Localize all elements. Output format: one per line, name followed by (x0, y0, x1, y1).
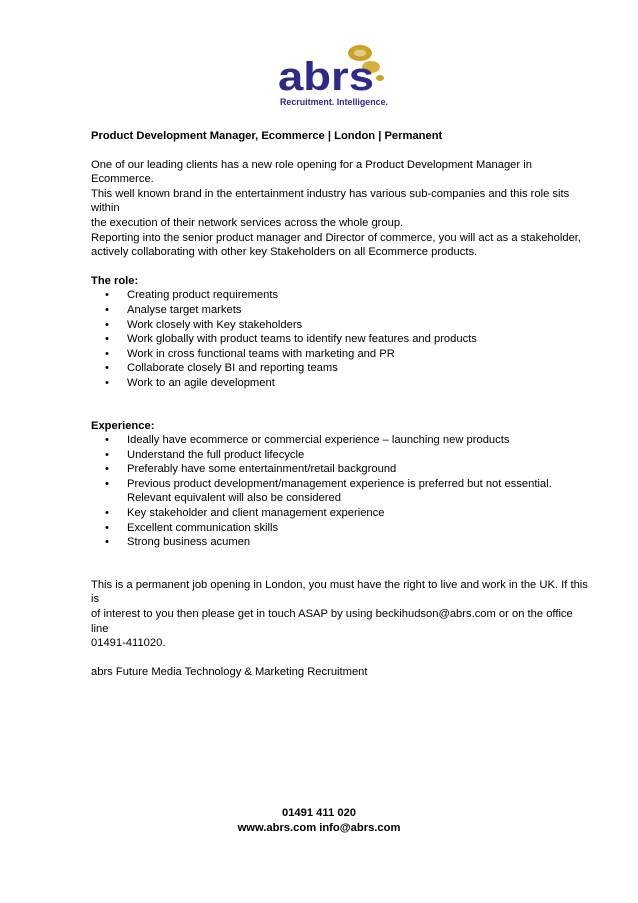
list-item: • Analyse target markets (105, 303, 242, 316)
list-item: • Previous product development/management experience is preferred but not essential. Relevant equivalent will also be considered (105, 477, 552, 505)
list-item: • Key stakeholder and client management experience (105, 507, 385, 520)
list-item: • Preferably have some entertainment/retail background (105, 463, 397, 476)
logo-swirl-small (376, 75, 384, 81)
bullet-icon: • (105, 463, 109, 476)
bullet-icon: • (105, 536, 109, 549)
list-item: • Work globally with product teams to identify new features and products (105, 333, 477, 346)
bullet-icon: • (105, 347, 109, 360)
bullet-icon: • (105, 289, 109, 302)
role-list (91, 288, 591, 390)
list-item: • Excellent communication skills (105, 521, 279, 534)
experience-list (91, 433, 591, 550)
list-item: • Creating product requirements (105, 289, 279, 302)
list-item: • Work to an agile development (105, 376, 275, 389)
intro-paragraph (91, 158, 591, 260)
list-item: • Work in cross functional teams with marketing and PR (105, 347, 395, 360)
bullet-icon: • (105, 448, 109, 461)
list-item: • Collaborate closely BI and reporting teams (105, 362, 338, 375)
role-heading: The role: (91, 274, 139, 287)
page-footer (0, 806, 638, 836)
intro-line: actively collaborating with other key Stakeholders on all Ecommerce products. (91, 246, 478, 259)
closing-paragraph (91, 578, 591, 651)
list-item-continuation: Relevant equivalent will also be considered (127, 492, 341, 505)
signature: abrs Future Media Technology & Marketing Recruitment (91, 665, 368, 678)
bullet-icon: • (105, 362, 109, 375)
bullet-icon: • (105, 376, 109, 389)
intro-line: This well known brand in the entertainment industry has various sub-companies and this role sits within (91, 187, 570, 215)
bullet-icon: • (105, 521, 109, 534)
intro-line: One of our leading clients has a new role opening for a Product Development Manager in Ecommerce. (91, 158, 532, 186)
footer-web-email: www.abrs.com info@abrs.com (237, 822, 401, 834)
intro-line: Reporting into the senior product manager and Director of commerce, you will act as a stakeholder, (91, 231, 582, 244)
list-item: • Strong business acumen (105, 536, 251, 549)
closing-line: This is a permanent job opening in London, you must have the right to live and work in the UK. If this is (91, 578, 588, 606)
list-item: • Ideally have ecommerce or commercial experience – launching new products (105, 434, 510, 447)
bullet-icon: • (105, 318, 109, 331)
logo-wordmark: abrs (278, 55, 374, 99)
bullet-icon: • (105, 333, 109, 346)
footer-phone: 01491 411 020 (281, 807, 357, 819)
bullet-icon: • (105, 507, 109, 520)
list-item: • Understand the full product lifecycle (105, 448, 305, 461)
intro-line: the execution of their network services across the whole group. (91, 216, 404, 229)
bullet-icon: • (105, 434, 109, 447)
experience-heading: Experience: (91, 419, 155, 432)
bullet-icon: • (105, 477, 109, 490)
job-description (91, 129, 591, 679)
bullet-icon: • (105, 303, 109, 316)
closing-line: 01491-411020. (91, 637, 166, 650)
abrs-logo (276, 40, 394, 110)
logo-tagline: Recruitment. Intelligence. (280, 97, 388, 108)
job-title: Product Development Manager, Ecommerce | London | Permanent (91, 130, 443, 142)
list-item: • Work closely with Key stakeholders (105, 318, 303, 331)
closing-line: of interest to you then please get in touch ASAP by using beckihudson@abrs.com or on the office line (91, 608, 573, 635)
